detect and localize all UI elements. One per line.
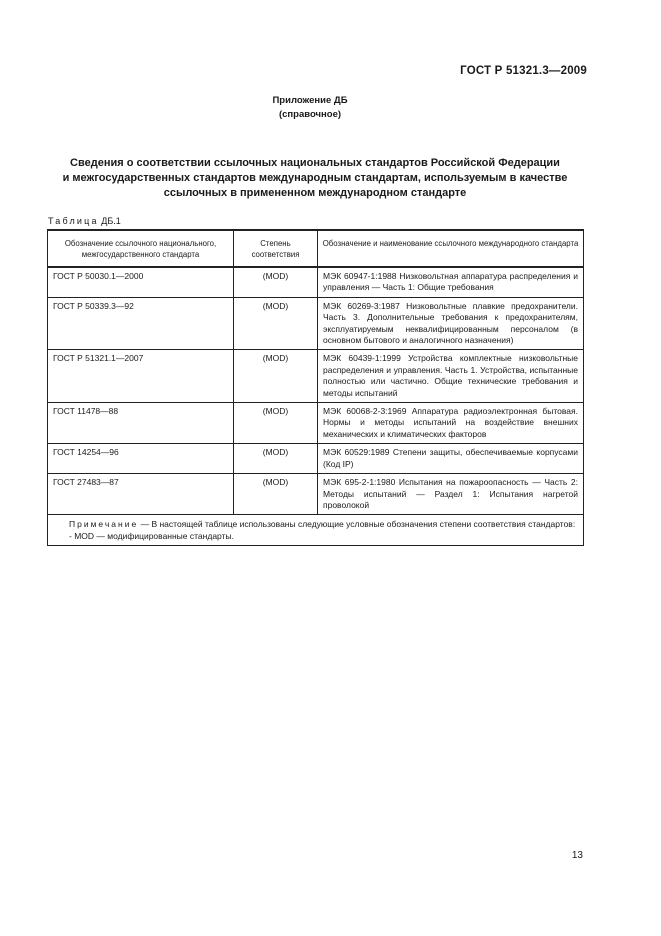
main-title-line-2: и межгосударственных стандартов международным стандартам, используемым в качестве: [62, 172, 568, 184]
international-standard-cell: МЭК 695-2-1:1980 Испытания на пожароопасность — Часть 2: Методы испытаний — Раздел 1: Испытания нагретой проволокой: [318, 474, 584, 515]
column-header-national-standard: Обозначение ссылочного национального, межгосударственного стандарта: [48, 230, 234, 267]
note-body: — В настоящей таблице использованы следующие условные обозначения степени соответствия стандартов:: [140, 519, 576, 530]
international-standard-cell: МЭК 60068-2-3:1969 Аппаратура радиоэлектронная бытовая. Нормы и методы испытаний на воздействие внешних механических и климатических факторов: [318, 403, 584, 444]
degree-cell: (MOD): [234, 403, 318, 444]
degree-cell: (MOD): [234, 267, 318, 297]
table-note-row: [48, 515, 584, 546]
table-caption-number: ДБ.1: [101, 216, 121, 226]
main-title: [50, 156, 580, 201]
national-standard-cell: ГОСТ Р 51321.1—2007: [48, 350, 234, 403]
table-row: [48, 297, 584, 350]
table-row: [48, 444, 584, 474]
table-row: [48, 350, 584, 403]
note-label: Примечание: [69, 519, 139, 530]
table-row: [48, 474, 584, 515]
appendix-heading: [0, 94, 620, 122]
standards-table: [47, 229, 584, 546]
column-header-international-standard: Обозначение и наименование ссылочного международного стандарта: [318, 230, 584, 267]
national-standard-cell: ГОСТ Р 50030.1—2000: [48, 267, 234, 297]
appendix-title: Приложение ДБ: [272, 95, 348, 106]
international-standard-cell: МЭК 60947-1:1988 Низковольтная аппаратура распределения и управления — Часть 1: Общие требования: [318, 267, 584, 297]
table-row: [48, 267, 584, 297]
degree-cell: (MOD): [234, 297, 318, 350]
national-standard-cell: ГОСТ Р 50339.3—92: [48, 297, 234, 350]
national-standard-cell: ГОСТ 27483—87: [48, 474, 234, 515]
national-standard-cell: ГОСТ 14254—96: [48, 444, 234, 474]
note-item: - MOD — модифицированные стандарты.: [69, 531, 234, 542]
column-header-degree: Степень соответствия: [234, 230, 318, 267]
main-title-line-1: Сведения о соответствии ссылочных национальных стандартов Российской Федерации: [70, 157, 560, 169]
international-standard-cell: МЭК 60529:1989 Степени защиты, обеспечиваемые корпусами (Код IP): [318, 444, 584, 474]
page-number: 13: [571, 850, 583, 861]
table-note: [48, 515, 584, 546]
table-header-row: [48, 230, 584, 267]
table-row: [48, 403, 584, 444]
international-standard-cell: МЭК 60439-1:1999 Устройства комплектные низковольтные распределения и управления. Часть 1. Устройства, испытанные полностью или частично. Общие технические требования и методы испытаний: [318, 350, 584, 403]
national-standard-cell: ГОСТ 11478—88: [48, 403, 234, 444]
degree-cell: (MOD): [234, 444, 318, 474]
document-id: ГОСТ Р 51321.3—2009: [460, 65, 587, 77]
table-caption-prefix: Таблица: [48, 216, 99, 226]
degree-cell: (MOD): [234, 350, 318, 403]
degree-cell: (MOD): [234, 474, 318, 515]
table-caption: [48, 216, 121, 226]
appendix-kind: (справочное): [278, 109, 342, 120]
note-text: [53, 518, 578, 530]
main-title-line-3: ссылочных в примененном международном стандарте: [163, 187, 467, 199]
international-standard-cell: МЭК 60269-3:1987 Низковольтные плавкие предохранители. Часть 3. Дополнительные требования к предохранителям, эксплуатируемым неквалифицированным персоналом (в основном бытового и аналогичного назначения): [318, 297, 584, 350]
